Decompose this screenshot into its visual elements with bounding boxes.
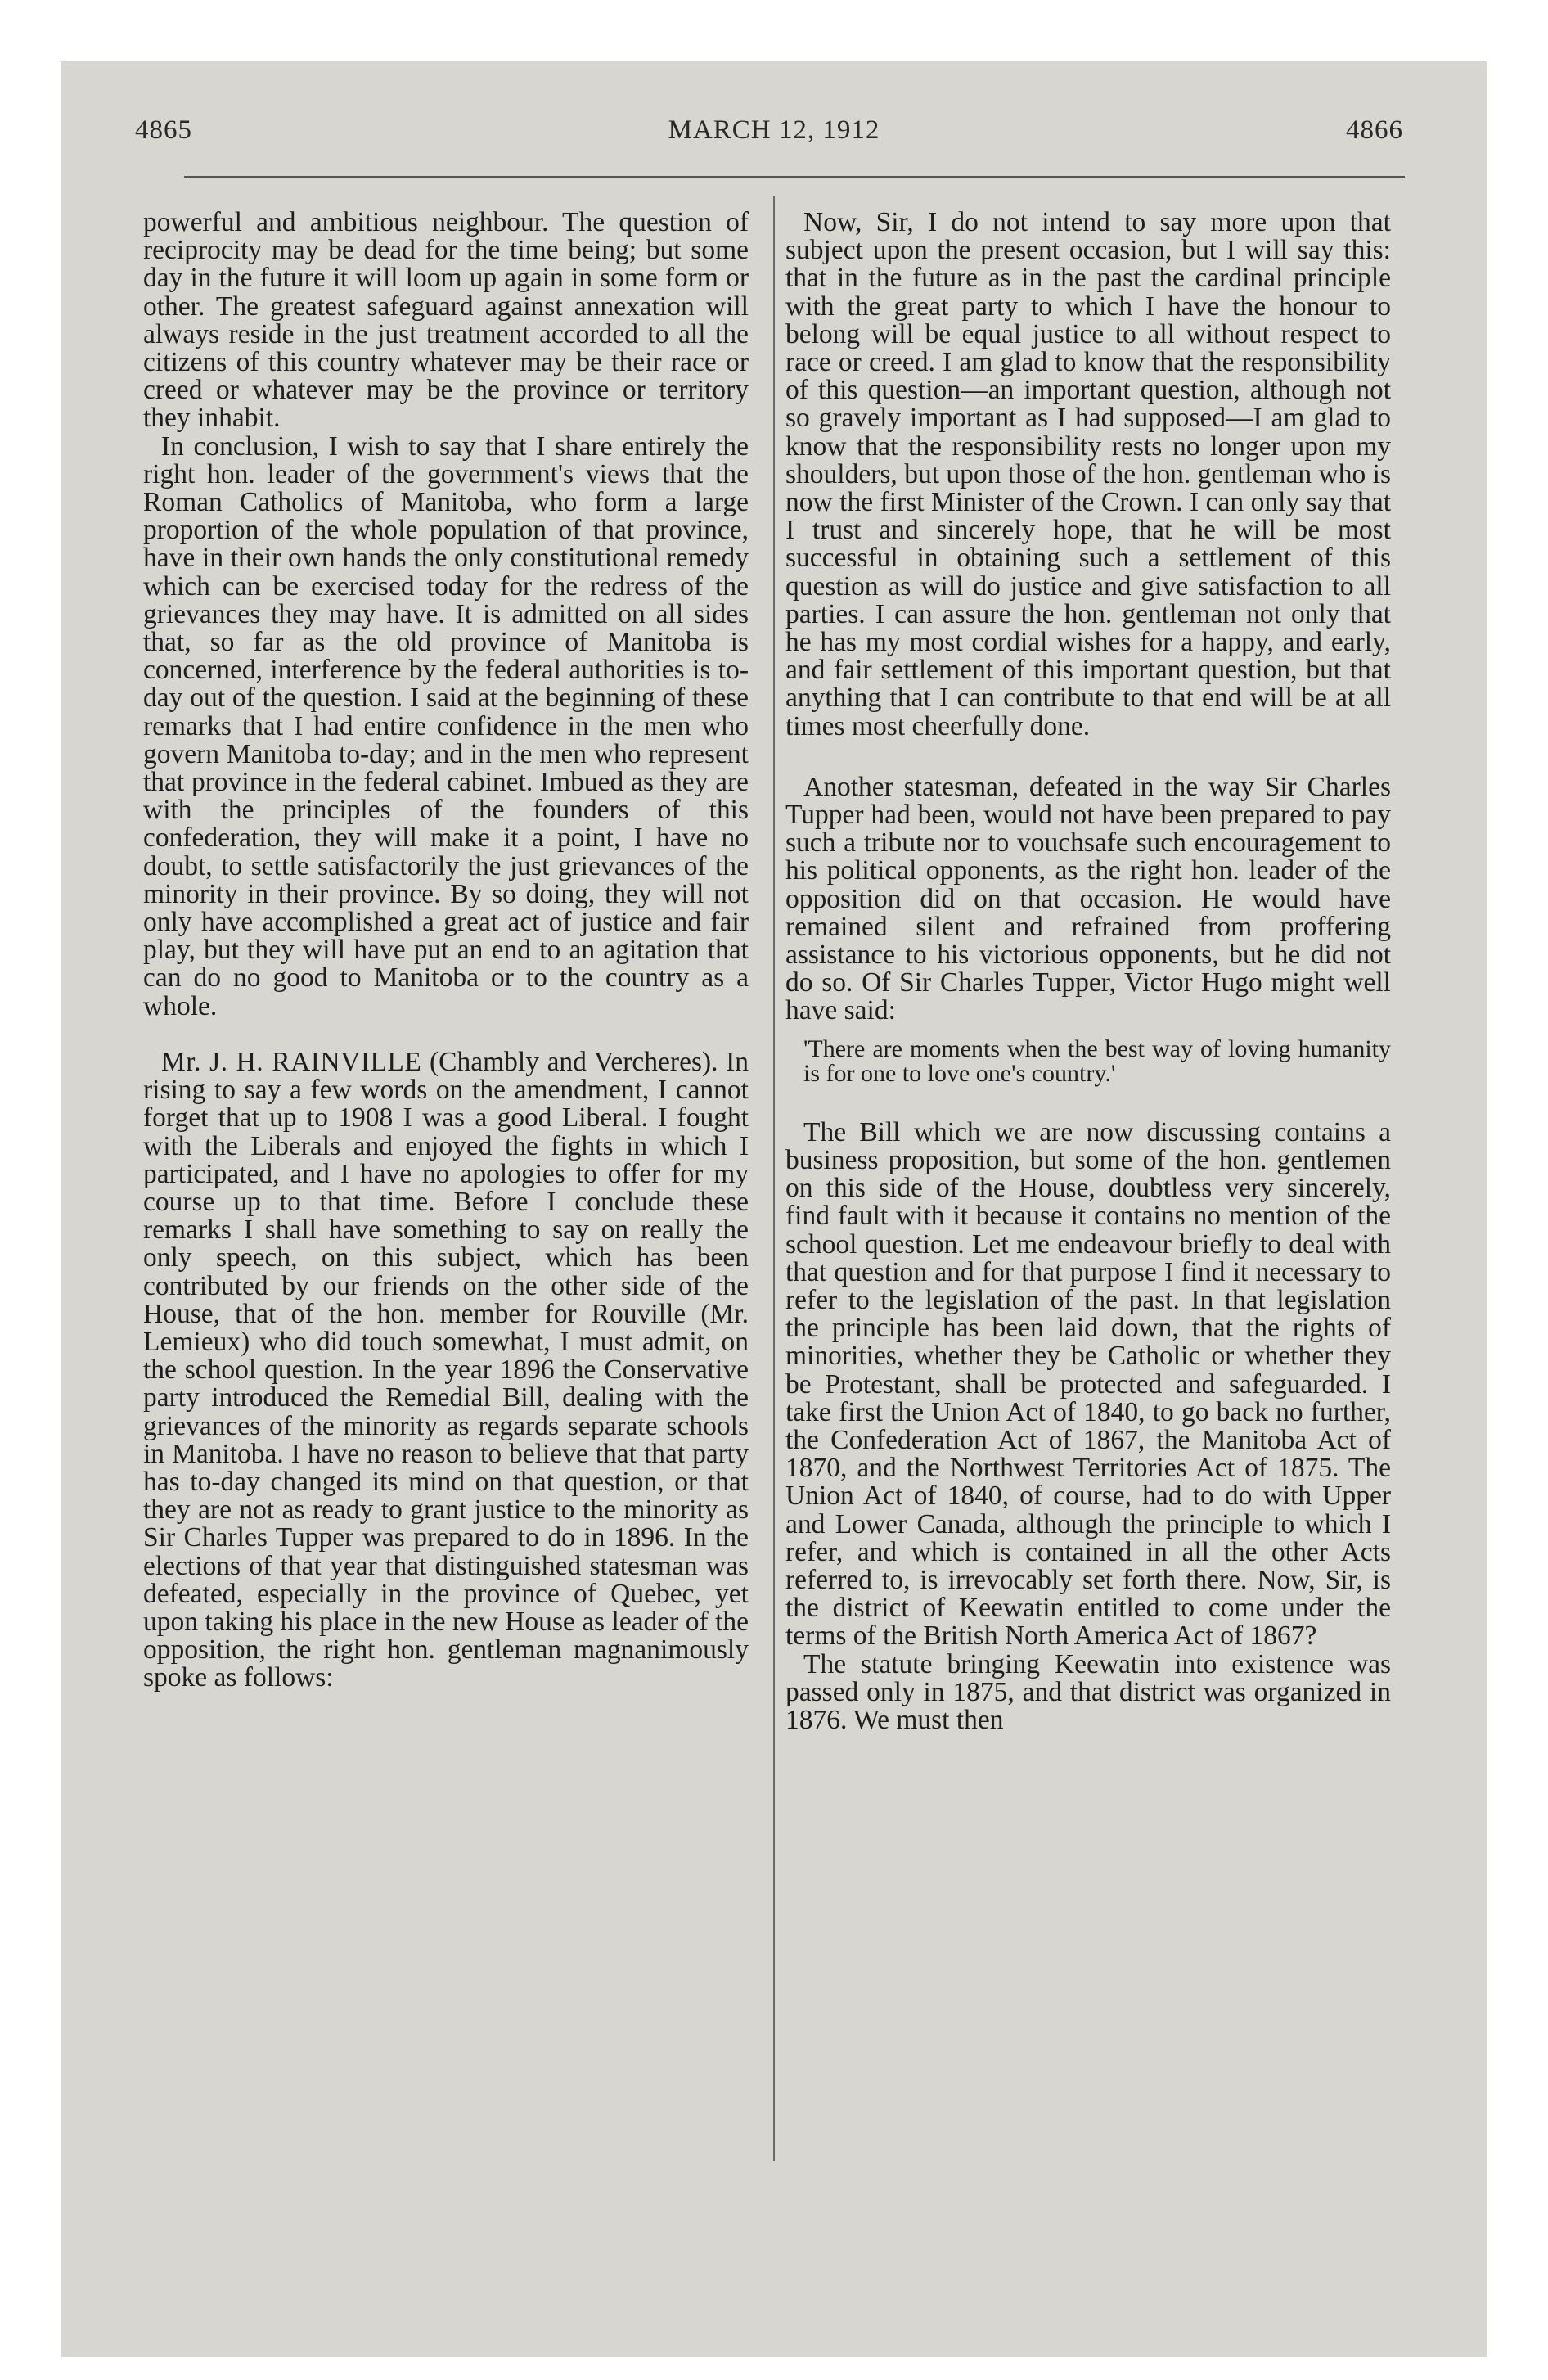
paragraph: The Bill which we are now discussing contains a business proposition, but some of the hon. gentlemen on this side of the House, doubtless very sincerely, find fault with it because it contains no mention of the school question. Let me endeavour briefly to deal with that question and for that purpose I find it necessary to refer to the legislation of the past. In that legislation the principle has been laid down, that the rights of minorities, whether they be Catholic or whether they be Protestant, shall be protected and safeguarded. I take first the Union Act of 1840, to go back no further, the Confederation Act of 1867, the Manitoba Act of 1870, and the Northwest Territories Act of 1875. The Union Act of 1840, of course, had to do with Upper and Lower Canada, although the principle to which I refer, and which is contained in all the other Acts referred to, is irrevocably set forth there. Now, Sir, is the district of Keewatin entitled to come under the terms of the British North America Act of 1867?: [785, 1116, 1391, 1652]
quoted-speech: Now, Sir, I do not intend to say more upon that subject upon the present occasion, but I will say this: that in the future as in the past the cardinal principle with the great party to which I have the honour to belong will be equal justice to all without respect to race or creed. I am glad to know that the responsibility of this question—an important question, although not so gravely important as I had supposed—I am glad to know that the responsibility rests no longer upon my shoulders, but upon those of the hon. gentleman who is now the first Minister of the Crown. I can only say that I trust and sincerely hope, that he will be most successful in obtaining such a settlement of this question as will do justice and give satisfaction to all parties. I can assure the hon. gentleman not only that he has my most cordial wishes for a happy, and early, and fair settlement of this important question, but that anything that I can contribute to that end will be at all times most cheerfully done.: [785, 207, 1391, 741]
paragraph: Another statesman, defeated in the way Sir Charles Tupper had been, would not have been prepared to pay such a tribute nor to vouchsafe such encouragement to his political opponents, as the right hon. leader of the opposition did on that occasion. He would have remained silent and refrained from proffering assistance to his victorious opponents, but he did not do so. Of Sir Charles Tupper, Victor Hugo might well have said:: [785, 771, 1391, 1026]
page-number-right: 4866: [1346, 115, 1403, 145]
paragraph: The statute bringing Keewatin into existence was passed only in 1875, and that district was organized in 1876. We must then: [785, 1648, 1391, 1735]
right-column: [785, 209, 1391, 1734]
scanned-page: [61, 61, 1487, 2357]
header-rule: [184, 176, 1405, 178]
quotation: 'There are moments when the best way of loving humanity is for one to love one's country.': [803, 1034, 1391, 1087]
speech-paragraph: [143, 1048, 749, 1693]
speech-text: (Chambly and Vercheres). In rising to say a few words on the amendment, I cannot forget that up to 1908 I was a good Liberal. I fought with the Liberals and enjoyed the fights in which I participated, and I have no apologies to offer for my course up to that time. Before I conclude these remarks I shall have something to say on really the only speech, on this subject, which has been contributed by our friends on the other side of the House, that of the hon. member for Rouville (Mr. Lemieux) who did touch somewhat, I must admit, on the school question. In the year 1896 the Conservative party introduced the Remedial Bill, dealing with the grievances of the minority as regards separate schools in Manitoba. I have no reason to believe that that party has to-day changed its mind on that question, or that they are not as ready to grant justice to the minority as Sir Charles Tupper was prepared to do in 1896. In the elections of that year that distinguished statesman was defeated, especially in the province of Quebec, yet upon taking his place in the new House as leader of the opposition, the right hon. gentleman magnanimously spoke as follows:: [143, 1046, 749, 1693]
speaker-name: Mr. J. H. RAINVILLE: [161, 1046, 422, 1077]
column-divider: [773, 196, 775, 2161]
page-date-header: MARCH 12, 1912: [668, 115, 880, 145]
page-number-left: 4865: [135, 115, 192, 145]
paragraph: powerful and ambitious neighbour. The question of reciprocity may be dead for the time being; but some day in the future it will loom up again in some form or other. The greatest safeguard against annexation will always reside in the just treatment accorded to all the citizens of this country whatever may be their race or creed or whatever may be the province or territory they inhabit.: [143, 207, 749, 434]
paragraph: In conclusion, I wish to say that I share entirely the right hon. leader of the government's views that the Roman Catholics of Manitoba, who form a large proportion of the whole population of that province, have in their own hands the only constitutional remedy which can be exercised today for the redress of the grievances they may have. It is admitted on all sides that, so far as the old province of Manitoba is concerned, interference by the federal authorities is to-day out of the question. I said at the beginning of these remarks that I had entire confidence in the men who govern Manitoba to-day; and in the men who represent that province in the federal cabinet. Imbued as they are with the principles of the founders of this confederation, they will make it a point, I have no doubt, to settle satisfactorily the just grievances of the minority in their province. By so doing, they will not only have accomplished a great act of justice and fair play, but they will have put an end to an agitation that can do no good to Manitoba or to the country as a whole.: [143, 430, 749, 1021]
left-column: [143, 209, 749, 1693]
